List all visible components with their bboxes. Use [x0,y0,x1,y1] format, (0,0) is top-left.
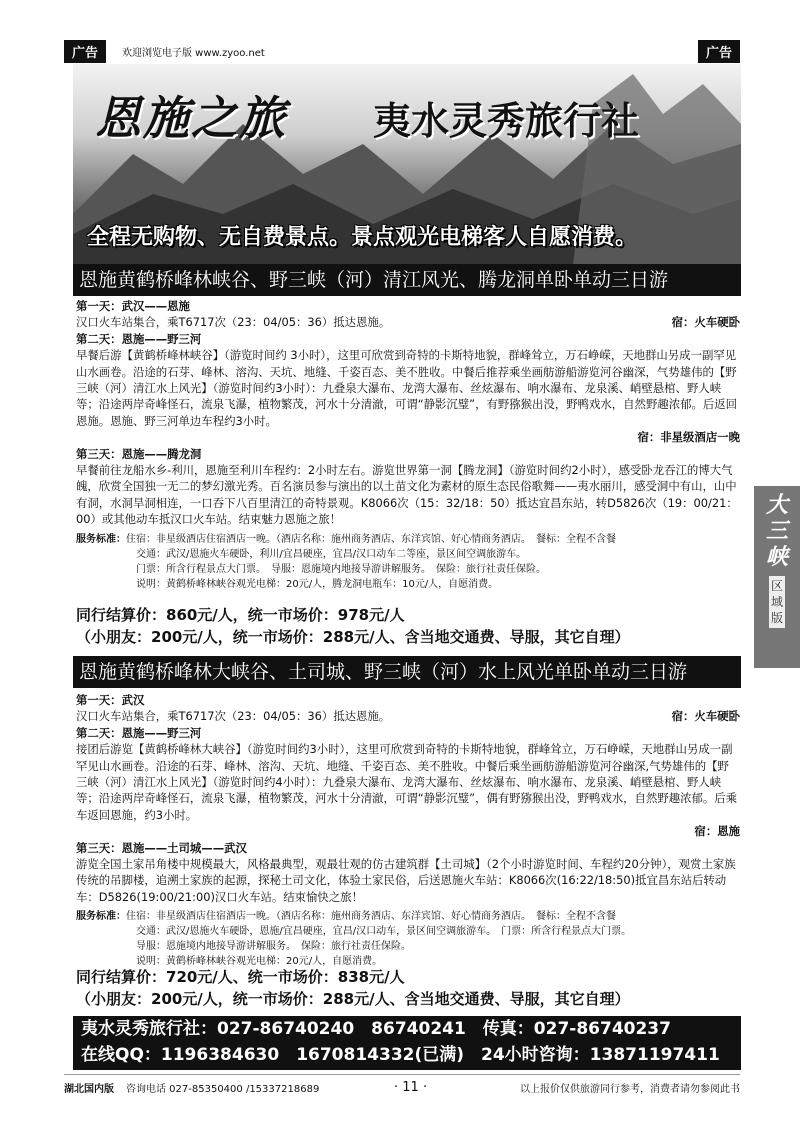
footer-edition: 湖北国内版 [64,1084,114,1095]
tour1-svc-label: 服务标准： [76,533,126,545]
tour1-svc-ticket: 门票：所含行程景点大门票。 [136,563,261,575]
tour1-day3-heading: 第三天：恩施——腾龙洞 [76,446,202,461]
tour1-svc-traffic: 交通：武汉/恩施火车硬卧，利川/宜昌硬座，宜昌/汉口动车二等座，景区间空调旅游车。 [136,548,527,560]
sidebar-tab [754,486,800,668]
footer-phone: 咨询电话 027-85350400 /15337218689 [126,1084,320,1095]
ad-label-right: 广告 [698,40,740,63]
contact-line-1: 夷水灵秀旅行社：027-86740240 86740241 传真：027-86740237 [81,1019,671,1039]
footer [64,1080,740,1100]
tour1-svc-note: 说明：黄鹤桥峰林峡谷观光电梯：20元/人，腾龙洞电瓶车：10元/人，自愿消费。 [136,578,499,590]
tour1-svc-guide: 导服：恩施境内地接导游讲解服务。 [271,563,426,575]
tour1-title: 恩施黄鹤桥峰林峡谷、野三峡（河）清江风光、腾龙洞单卧单动三日游 [73,264,741,296]
tour2-day1-heading: 第一天：武汉 [76,693,145,707]
tour1-svc-meal: 餐标：全程不含餐 [536,533,616,545]
welcome-text: 欢迎浏览电子版 www.zyoo.net [122,48,265,59]
top-bar [64,40,740,62]
sidebar-brand: 大三峡 [765,492,788,570]
tour2-day1-text: 汉口火车站集合，乘T6717次（23：04/05：36）抵达恩施。 [76,709,391,724]
banner [73,64,741,264]
tour1-svc-stay: 住宿：非星级酒店住宿酒店一晚。（酒店名称：施州商务酒店、东洋宾馆、好心情商务酒店。 [126,533,526,545]
tour2-day2-heading: 第二天：恩施——野三河 [76,725,202,740]
tour2-itinerary [76,692,740,969]
tour1-itinerary [76,298,740,592]
tour1-price: 同行结算价：860元/人，统一市场价：978元/人 [76,606,405,624]
tour2-svc-note: 说明：黄鹤桥峰林峡谷观光电梯：20元/人，自愿消费。 [136,956,383,968]
tour2-day2-stay: 宿：恩施 [694,824,740,839]
tour2-day3-heading: 第三天：恩施——土司城——武汉 [76,840,247,855]
tour1-child-price: （小朋友：200元/人，统一市场价：288元/人、含当地交通费、导服，其它自理） [76,628,630,646]
tour1-service [76,532,740,592]
slogan: 全程无购物、无自费景点。景点观光电梯客人自愿消费。 [87,225,638,250]
tour2-day2-text: 接团后游览【黄鹤桥峰林大峡谷】（游览时间约3小时），这里可欣赏到奇特的卡斯特地貌，群峰耸立，万石峥嵘，天地群山另成一副罕见山水画卷。沿途的石芽、峰林、溶沟、天坑、地缝、千姿百态、美不胜收。中餐后乘坐画舫游船游览河谷幽深,气势雄伟的【野三峡（河）清江水上风光】（游览时间约4小时）：九叠泉大瀑布、龙湾大瀑布、丝炫瀑布、响水瀑布、龙泉溪、峭壁悬棺、野人峡等；沿途两岸奇峰怪石，流泉飞瀑，植物繁茂，河水十分清澈，可谓“静影沉璧”，偶有野猕猴出没，野鸭戏水，自然野趣浓郁。后乘车返回恩施，约3小时。 [76,742,738,822]
sidebar-section: 区域版 [769,576,785,628]
tour2-title: 恩施黄鹤桥峰林大峡谷、土司城、野三峡（河）水上风光单卧单动三日游 [73,656,741,688]
tour1-day2-heading: 第二天：恩施——野三河 [76,331,202,346]
tour1-day2-stay: 宿：非星级酒店一晚 [637,430,740,445]
footer-disclaimer: 以上报价仅供旅游同行参考，消费者请勿参阅此书 [520,1084,740,1095]
tour2-svc-traffic: 交通：武汉/恩施火车硬卧，恩施/宜昌硬座，宜昌/汉口动车，景区间空调旅游车。 [136,926,492,938]
brand-calligraphy: 恩施之旅 [95,91,287,145]
tour1-day1-stay: 宿：火车硬卧 [671,315,740,330]
tour2-svc-guide: 导服：恩施境内地接导游讲解服务。 [136,941,291,953]
contact-box [73,1016,741,1070]
tour2-price: 同行结算价：720元/人、统一市场价：838元/人 [76,968,405,986]
agency-name: 夷水灵秀旅行社 [373,98,640,143]
tour2-svc-stay: 住宿：非星级酒店住宿酒店一晚。（酒店名称：施州商务酒店、东洋宾馆、好心情商务酒店。 [126,911,526,923]
tour1-svc-insure: 保险：旅行社责任保险。 [436,563,546,575]
tour1-day1-text: 汉口火车站集合，乘T6717次（23：04/05：36）抵达恩施。 [76,315,391,330]
tour2-svc-label: 服务标准： [76,911,126,923]
tour1-day1-heading: 第一天：武汉——恩施 [76,299,190,313]
contact-line-2: 在线QQ：1196384630 1670814332(已满) 24小时咨询：13871197411 [81,1045,720,1065]
tour2-service [76,909,740,969]
tour1-day3-text: 早餐前往龙船水乡-利川，恩施至利川车程约：2小时左右。游览世界第一洞【腾龙洞】（游览时间约2小时），感受卧龙吞江的博大气魄，欣赏全国独一无二的梦幻激光秀。百名演员参与演出的以土苗文化为素材的原生态民俗歌舞——夷水丽川，感受洞中有山，山中有洞，水洞旱洞相连，一口吞下八百里清江的奇特景观。K8066次（15：32/18：50）抵达宜昌东站，转D5826次（19：00/21：00）或其他动车抵汉口火车站。结束魅力恩施之旅！ [76,463,738,527]
tour2-svc-insure: 保险：旅行社责任保险。 [301,941,411,953]
tour2-svc-meal: 餐标：全程不含餐 [536,911,616,923]
tour2-day1-stay: 宿：火车硬卧 [671,709,740,724]
tour1-day2-text: 早餐后游【黄鹤桥峰林峡谷】（游览时间约 3小时），这里可欣赏到奇特的卡斯特地貌，群峰耸立，万石峥嵘，天地群山另成一副罕见山水画卷。沿途的石芽、峰林、溶沟、天坑、地缝、千姿百态、美不胜收。中餐后推荐乘坐画舫游船游览河谷幽深，气势雄伟的【野三峡（河）清江水上风光】（游览时间约3小时）：九叠泉大瀑布、龙湾大瀑布、丝炫瀑布、响水瀑布、龙泉溪、峭壁悬棺、野人峡等；沿途两岸奇峰怪石，流泉飞瀑，植物繁茂，河水十分清澈，可谓“静影沉璧”，有野猕猴出没，野鸭戏水，自然野趣浓郁。后返回恩施。恩施、野三河单边车程约3小时。 [76,348,738,428]
footer-rule [64,1074,740,1075]
tour2-child-price: （小朋友：200元/人，统一市场价：288元/人、含当地交通费、导服，其它自理） [76,990,630,1008]
tour2-day3-text: 游览全国土家吊角楼中规模最大，风格最典型，观最壮观的仿古建筑群【土司城】（2个小时游览时间、车程约20分钟），观赏土家族传统的吊脚楼，追溯土家族的起源，探秘土司文化，体验土家民俗，后送恩施火车站：K8066次(16:22/18:50)抵宜昌东站后转动车：D5826(19:00/21:00)汉口火车站。结束愉快之旅！ [76,857,736,904]
tour2-svc-ticket: 门票：所含行程景点大门票。 [501,926,632,938]
footer-page-number: · 11 · [394,1080,428,1095]
ad-label-left: 广告 [64,40,106,63]
